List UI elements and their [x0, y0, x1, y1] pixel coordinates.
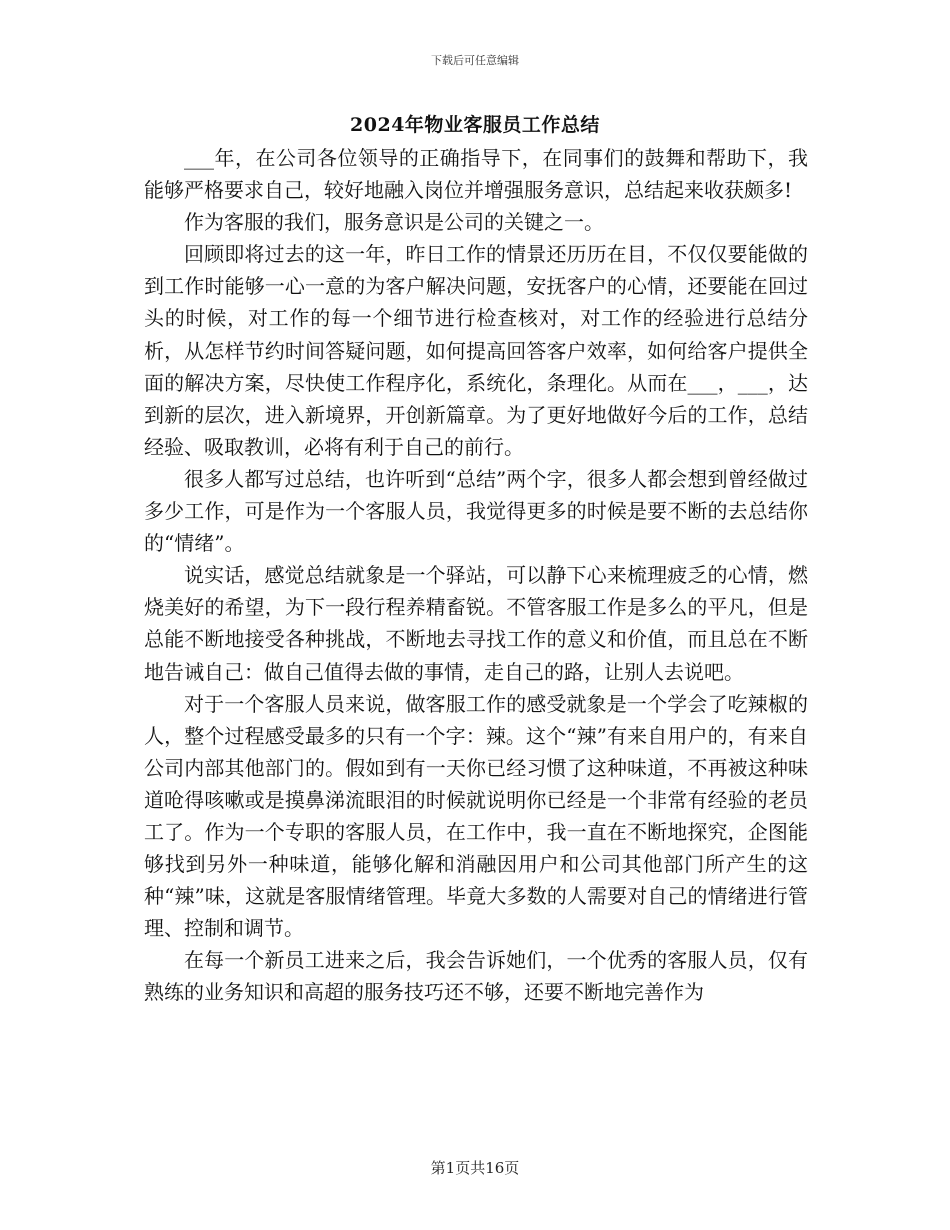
document-body	[144, 142, 808, 1009]
paragraph-6: 对于一个客服人员来说，做客服工作的感受就象是一个学会了吃辣椒的人，整个过程感受最多的只有一个字：辣。这个“辣”有来自用户的，有来自公司内部其他部门的。假如到有一天你已经习惯了这种味道，不再被这种味道呛得咳嗽或是摸鼻涕流眼泪的时候就说明你已经是一个非常有经验的老员工了。作为一个专职的客服人员，在工作中，我一直在不断地探究，企图能够找到另外一种味道，能够化解和消融因用户和公司其他部门所产生的这种“辣”味，这就是客服情绪管理。毕竟大多数的人需要对自己的情绪进行管理、控制和调节。	[144, 691, 808, 941]
paragraph-1: ___年，在公司各位领导的正确指导下，在同事们的鼓舞和帮助下，我能够严格要求自己，较好地融入岗位并增强服务意识，总结起来收获颇多!	[144, 146, 808, 203]
paragraph-2: 作为客服的我们，服务意识是公司的关键之一。	[184, 210, 604, 235]
document-title: 2024年物业客服员工作总结	[350, 114, 600, 136]
paragraph-5: 说实话，感觉总结就象是一个驿站，可以静下心来梳理疲乏的心情，燃烧美好的希望，为下一段行程养精畜锐。不管客服工作是多么的平凡，但是总能不断地接受各种挑战，不断地去寻找工作的意义和价值，而且总在不断地告诫自己：做自己值得去做的事情，走自己的路，让别人去说吧。	[144, 563, 808, 684]
page-header-note: 下载后可任意编辑	[431, 54, 519, 67]
paragraph-3: 回顾即将过去的这一年，昨日工作的情景还历历在目，不仅仅要能做的到工作时能够一心一意的为客户解决问题，安抚客户的心情，还要能在回过头的时候，对工作的每一个细节进行检查核对，对工作的经验进行总结分析，从怎样节约时间答疑问题，如何提高回答客户效率，如何给客户提供全面的解决方案，尽快使工作程序化，系统化，条理化。从而在___，___，达到新的层次，进入新境界，开创新篇章。为了更好地做好今后的工作，总结经验、吸取教训，必将有利于自己的前行。	[144, 242, 808, 459]
paragraph-7: 在每一个新员工进来之后，我会告诉她们，一个优秀的客服人员，仅有熟练的业务知识和高超的服务技巧还不够，还要不断地完善作为	[144, 948, 808, 1005]
page-number-footer: 第1页共16页	[430, 1159, 520, 1177]
paragraph-4: 很多人都写过总结，也许听到“总结”两个字，很多人都会想到曾经做过多少工作，可是作为一个客服人员，我觉得更多的时候是要不断的去总结你的“情绪”。	[144, 466, 808, 556]
